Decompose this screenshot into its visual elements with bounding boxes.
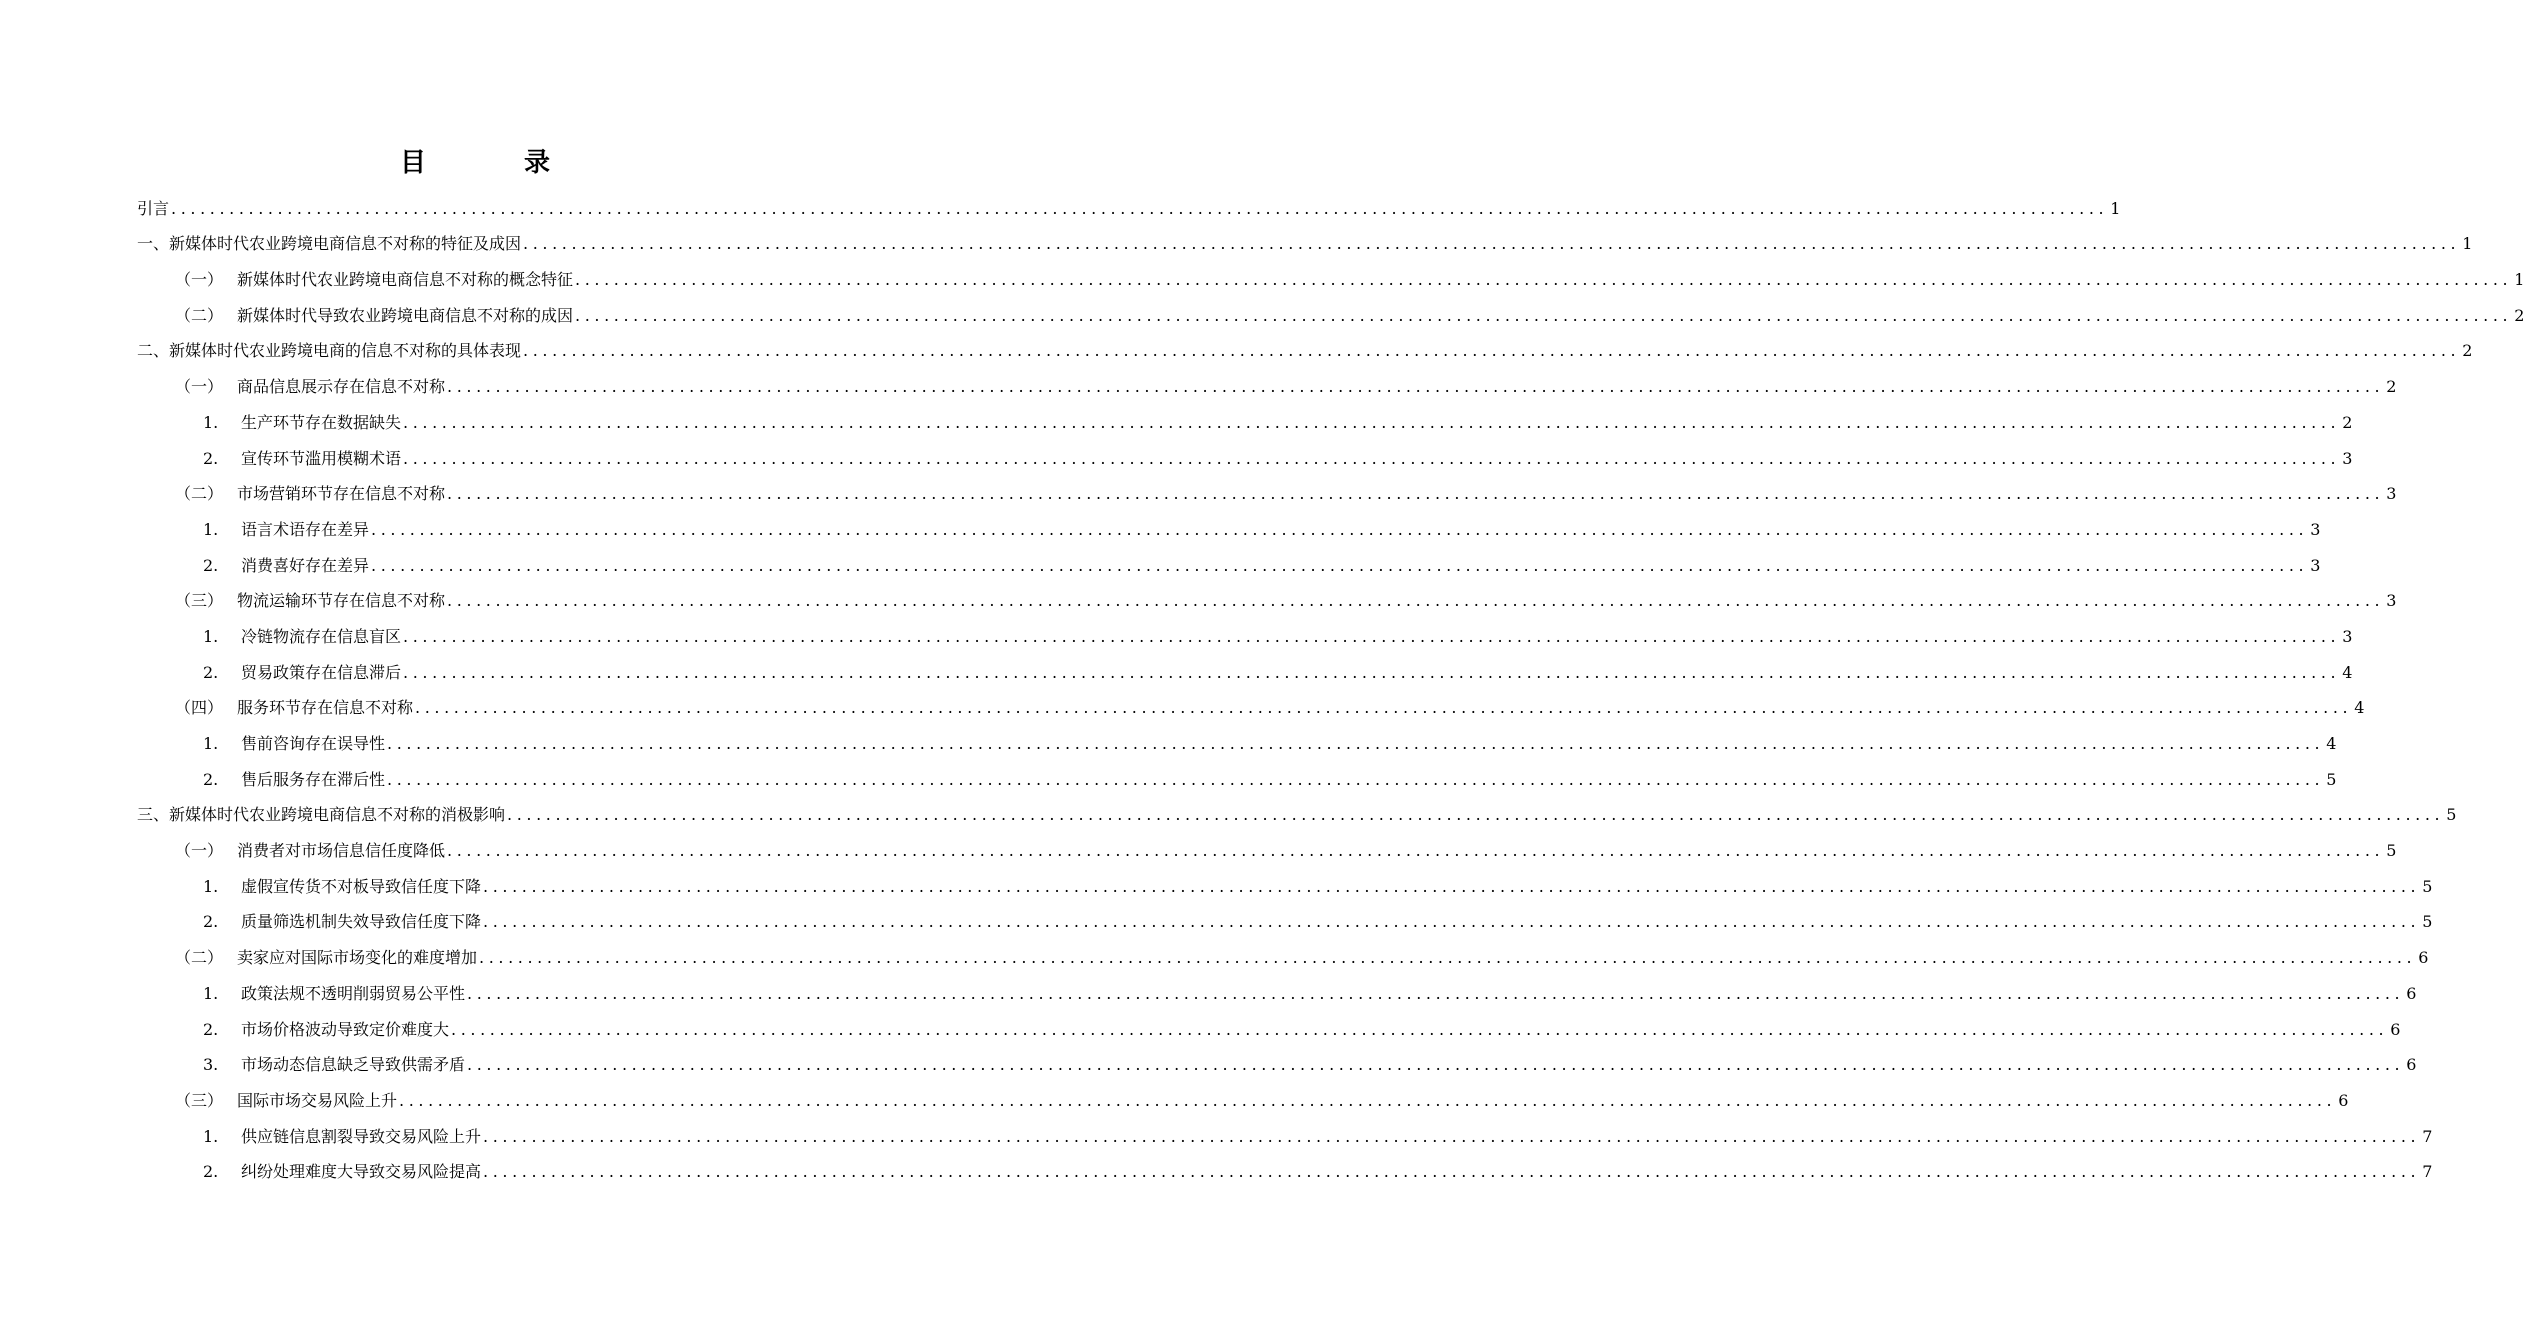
toc-entry[interactable] <box>137 183 2121 219</box>
dot-leader: ........................................................................................................................................................................................................ <box>467 983 2405 1003</box>
dot-leader: ........................................................................................................................................................................................................ <box>171 198 2109 218</box>
dot-leader: ........................................................................................................................................................................................................ <box>387 769 2325 789</box>
toc-entry[interactable] <box>137 1075 2349 1111</box>
toc-entry-page: 1 <box>2514 270 2524 290</box>
toc-entry-number: 1. <box>203 1126 219 1146</box>
toc-entry-title: 售前咨询存在误导性 <box>241 734 386 753</box>
toc-entry-number: （三） <box>175 1090 224 1110</box>
dot-leader: ........................................................................................................................................................................................................ <box>387 734 2325 753</box>
toc-entry-page: 4 <box>2342 662 2353 682</box>
toc-entry-page: 2 <box>2386 377 2397 397</box>
toc-entry-title: 市场营销环节存在信息不对称 <box>237 484 446 504</box>
toc-entry-title: 卖家应对国际市场变化的难度增加 <box>237 948 478 968</box>
dot-leader: ........................................................................................................................................................................................................ <box>447 377 2385 397</box>
toc-entry[interactable] <box>137 790 2457 826</box>
toc-entry[interactable] <box>137 469 2397 505</box>
toc-entry[interactable] <box>137 861 2433 897</box>
toc-entry[interactable] <box>137 540 2321 576</box>
toc-entry[interactable] <box>137 433 2353 469</box>
toc-entry[interactable] <box>137 1004 2401 1040</box>
toc-entry-number: 2. <box>203 1162 219 1182</box>
toc-entry-page: 3 <box>2386 591 2397 611</box>
toc-entry-title: 消费者对市场信息信任度降低 <box>237 841 446 861</box>
toc-entry-page: 7 <box>2422 1126 2433 1146</box>
dot-leader: ........................................................................................................................................................................................................ <box>483 912 2421 932</box>
toc-entry[interactable] <box>137 326 2473 362</box>
dot-leader: ........................................................................................................................................................................................................ <box>403 626 2341 646</box>
toc-entry-title: 一、新媒体时代农业跨境电商信息不对称的特征及成因 <box>137 234 522 254</box>
dot-leader: ........................................................................................................................................................................................................ <box>371 555 2309 575</box>
toc-entry[interactable] <box>137 718 2337 754</box>
toc-entry[interactable] <box>137 219 2473 255</box>
toc-entry[interactable] <box>137 576 2397 612</box>
toc-entry-number: 2. <box>203 448 219 468</box>
toc-entry[interactable] <box>137 897 2433 933</box>
toc-entry-title: 消费喜好存在差异 <box>241 555 370 575</box>
toc-entry-page: 6 <box>2418 948 2429 968</box>
toc-entry-title: 质量筛选机制失效导致信任度下降 <box>241 912 482 932</box>
toc-entry-number: 1. <box>203 876 219 896</box>
toc-entry[interactable] <box>137 1147 2433 1183</box>
toc-entry-number: 2. <box>203 912 219 932</box>
toc-entry-number: （一） <box>175 841 224 861</box>
toc-entry-page: 3 <box>2310 555 2321 575</box>
dot-leader: ........................................................................................................................................................................................................ <box>451 1019 2389 1039</box>
toc-entry-title: 新媒体时代农业跨境电商信息不对称的概念特征 <box>237 270 574 290</box>
toc-entry-title: 商品信息展示存在信息不对称 <box>237 377 446 397</box>
toc-entry[interactable] <box>137 504 2321 540</box>
toc-entry[interactable] <box>137 968 2417 1004</box>
toc-entry[interactable] <box>137 254 2524 290</box>
dot-leader: ........................................................................................................................................................................................................ <box>575 305 2513 325</box>
toc-entry[interactable] <box>137 683 2365 719</box>
toc-entry-title: 国际市场交易风险上升 <box>237 1090 398 1110</box>
toc-entry[interactable] <box>137 1040 2417 1076</box>
toc-entry-page: 5 <box>2422 912 2433 932</box>
toc-entry-number: （二） <box>175 305 224 325</box>
toc-entry-title: 服务环节存在信息不对称 <box>237 698 414 718</box>
toc-entry-page: 4 <box>2354 698 2365 718</box>
dot-leader: ........................................................................................................................................................................................................ <box>575 270 2513 290</box>
toc-entry-title: 引言 <box>137 198 170 218</box>
table-of-contents <box>137 183 2524 1182</box>
toc-entry-page: 2 <box>2462 341 2473 361</box>
toc-entry[interactable] <box>137 361 2397 397</box>
toc-entry-page: 3 <box>2310 519 2321 539</box>
toc-entry[interactable] <box>137 754 2337 790</box>
toc-entry-page: 3 <box>2342 448 2353 468</box>
toc-entry-page: 5 <box>2326 769 2337 789</box>
toc-entry[interactable] <box>137 647 2353 683</box>
dot-leader: ........................................................................................................................................................................................................ <box>483 876 2421 896</box>
toc-entry-page: 6 <box>2406 983 2417 1003</box>
toc-entry-title: 市场动态信息缺乏导致供需矛盾 <box>241 1055 466 1075</box>
toc-entry[interactable] <box>137 825 2397 861</box>
toc-entry-title: 售后服务存在滞后性 <box>241 769 386 789</box>
toc-entry-number: （四） <box>175 698 224 718</box>
toc-entry-number: （二） <box>175 484 224 504</box>
dot-leader: ........................................................................................................................................................................................................ <box>447 841 2385 861</box>
toc-entry-page: 6 <box>2390 1019 2401 1039</box>
toc-entry-title: 宣传环节滥用模糊术语 <box>241 448 402 468</box>
dot-leader: ........................................................................................................................................................................................................ <box>415 698 2353 718</box>
toc-entry-title: 二、新媒体时代农业跨境电商的信息不对称的具体表现 <box>137 341 522 361</box>
toc-entry-number: （一） <box>175 270 224 290</box>
toc-entry-page: 2 <box>2342 412 2353 432</box>
dot-leader: ........................................................................................................................................................................................................ <box>403 448 2341 468</box>
toc-entry-page: 6 <box>2338 1090 2349 1110</box>
toc-entry-number: 3. <box>203 1055 219 1075</box>
dot-leader: ........................................................................................................................................................................................................ <box>523 341 2461 361</box>
toc-entry[interactable] <box>137 397 2353 433</box>
toc-entry-number: （二） <box>175 948 224 968</box>
toc-entry-page: 4 <box>2326 734 2337 753</box>
toc-entry-number: 1. <box>203 626 219 646</box>
toc-entry-page: 1 <box>2110 198 2121 218</box>
toc-entry-title: 纠纷处理难度大导致交易风险提高 <box>241 1162 482 1182</box>
toc-entry-page: 2 <box>2514 305 2524 325</box>
toc-entry-number: 1. <box>203 983 219 1003</box>
toc-entry-title: 物流运输环节存在信息不对称 <box>237 591 446 611</box>
toc-entry-title: 市场价格波动导致定价难度大 <box>241 1019 450 1039</box>
dot-leader: ........................................................................................................................................................................................................ <box>403 662 2341 682</box>
toc-entry-number: 2. <box>203 769 219 789</box>
toc-entry-title: 政策法规不透明削弱贸易公平性 <box>241 983 466 1003</box>
toc-entry[interactable] <box>137 290 2524 326</box>
toc-entry-number: 1. <box>203 412 219 432</box>
dot-leader: ........................................................................................................................................................................................................ <box>403 412 2341 432</box>
toc-entry-title: 生产环节存在数据缺失 <box>241 412 402 432</box>
toc-entry-page: 5 <box>2386 841 2397 861</box>
toc-entry-title: 虚假宣传货不对板导致信任度下降 <box>241 876 482 896</box>
toc-entry-page: 1 <box>2462 234 2473 254</box>
toc-entry-page: 5 <box>2422 876 2433 896</box>
toc-entry-page: 6 <box>2406 1055 2417 1075</box>
toc-entry-title: 供应链信息割裂导致交易风险上升 <box>241 1126 482 1146</box>
toc-entry[interactable] <box>137 1111 2433 1147</box>
dot-leader: ........................................................................................................................................................................................................ <box>483 1126 2421 1146</box>
toc-entry-number: （三） <box>175 591 224 611</box>
toc-entry[interactable] <box>137 611 2353 647</box>
toc-entry-number: 1. <box>203 734 219 753</box>
toc-entry-number: 2. <box>203 1019 219 1039</box>
toc-entry-page: 7 <box>2422 1162 2433 1182</box>
dot-leader: ........................................................................................................................................................................................................ <box>523 234 2461 254</box>
dot-leader: ........................................................................................................................................................................................................ <box>399 1090 2337 1110</box>
toc-entry-page: 3 <box>2342 626 2353 646</box>
toc-entry-title: 新媒体时代导致农业跨境电商信息不对称的成因 <box>237 305 574 325</box>
dot-leader: ........................................................................................................................................................................................................ <box>507 805 2445 825</box>
toc-entry-number: 1. <box>203 519 219 539</box>
toc-entry[interactable] <box>137 932 2429 968</box>
dot-leader: ........................................................................................................................................................................................................ <box>467 1055 2405 1075</box>
dot-leader: ........................................................................................................................................................................................................ <box>371 519 2309 539</box>
toc-entry-title: 三、新媒体时代农业跨境电商信息不对称的消极影响 <box>137 805 506 825</box>
dot-leader: ........................................................................................................................................................................................................ <box>483 1162 2421 1182</box>
toc-entry-title: 贸易政策存在信息滞后 <box>241 662 402 682</box>
dot-leader: ........................................................................................................................................................................................................ <box>447 591 2385 611</box>
dot-leader: ........................................................................................................................................................................................................ <box>479 948 2417 968</box>
toc-entry-title: 冷链物流存在信息盲区 <box>241 626 402 646</box>
toc-entry-page: 3 <box>2386 484 2397 504</box>
toc-entry-number: （一） <box>175 377 224 397</box>
toc-entry-number: 2. <box>203 662 219 682</box>
dot-leader: ........................................................................................................................................................................................................ <box>447 484 2385 504</box>
toc-entry-page: 5 <box>2446 805 2457 825</box>
toc-entry-title: 语言术语存在差异 <box>241 519 370 539</box>
page-title: 目 录 <box>399 148 586 178</box>
toc-entry-number: 2. <box>203 555 219 575</box>
